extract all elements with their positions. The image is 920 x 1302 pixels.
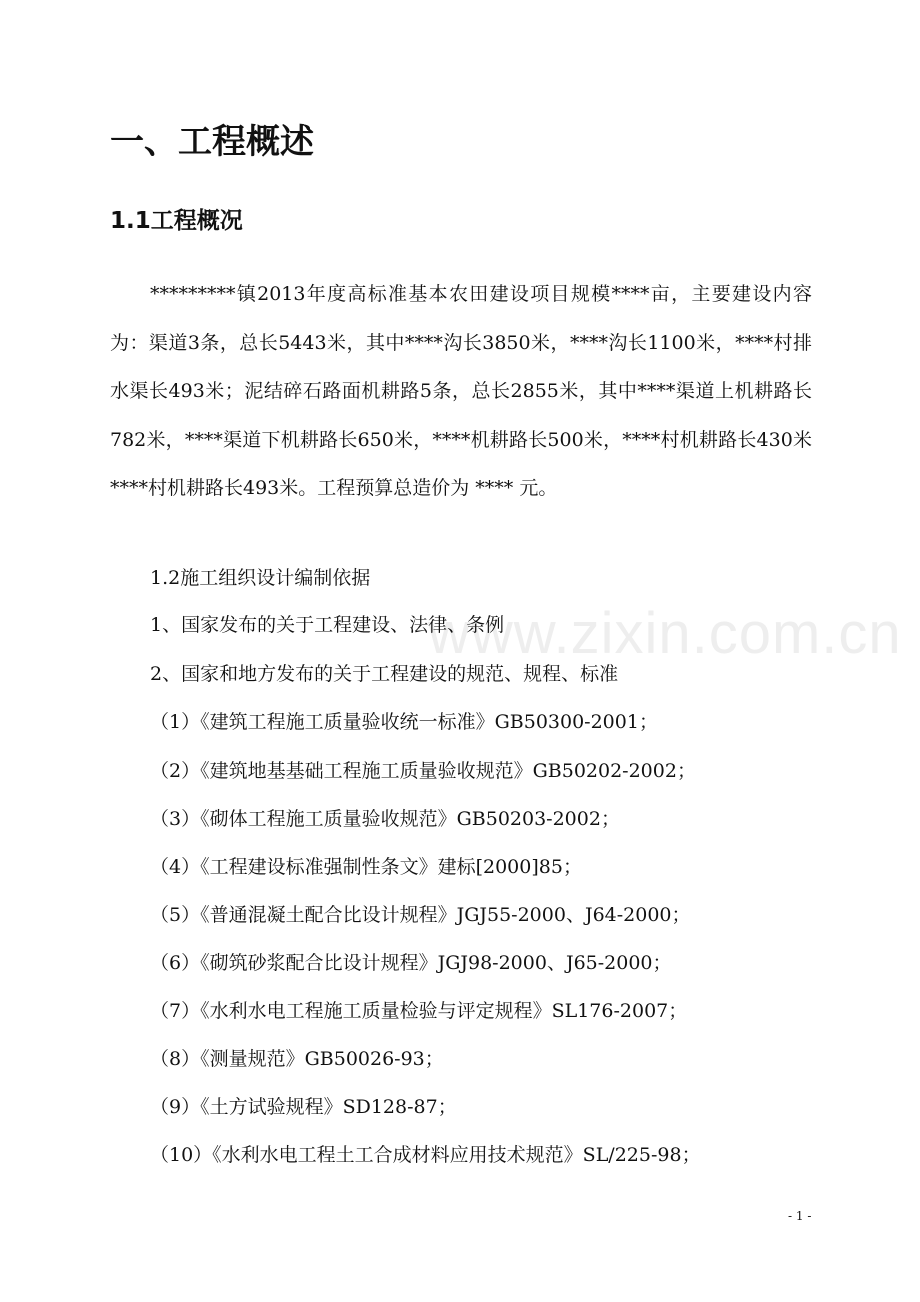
standard-item: （9）《土方试验规程》SD128-87；: [150, 1096, 457, 1118]
subsection-heading: 1.2施工组织设计编制依据: [150, 567, 371, 589]
page-number: - 1 -: [788, 1209, 812, 1223]
list-item: 1、国家发布的关于工程建设、法律、条例: [150, 614, 505, 636]
standard-item: （8）《测量规范》GB50026-93；: [150, 1048, 444, 1070]
watermark: www.zixin.com.cn: [428, 601, 902, 666]
standard-item: （3）《砌体工程施工质量验收规范》GB50203-2002；: [150, 808, 620, 830]
chapter-heading: 一、工程概述: [110, 122, 314, 162]
standard-item: （7）《水利水电工程施工质量检验与评定规程》SL176-2007；: [150, 1000, 688, 1022]
section-heading: 1.1工程概况: [110, 208, 243, 234]
project-overview-paragraph: *********镇2013年度高标准基本农田建设项目规模****亩，主要建设内容为：渠道3条，总长5443米，其中****沟长3850米，****沟长1100米，****村排水渠长493米；泥结碎石路面机耕路5条，总长2855米，其中****渠道上机耕路长782米，****渠道下机耕路长650米，****机耕路长500米，****村机耕路长430米****村机耕路长493米。工程预算总造价为 **** 元。: [110, 283, 812, 500]
standard-item: （5）《普通混凝土配合比设计规程》JGJ55-2000、J64-2000；: [150, 904, 691, 926]
standard-item: （10）《水利水电工程土工合成材料应用技术规范》SL/225-98；: [150, 1144, 701, 1166]
list-item: 2、国家和地方发布的关于工程建设的规范、规程、标准: [150, 663, 619, 685]
standard-item: （2）《建筑地基基础工程施工质量验收规范》GB50202-2002；: [150, 760, 696, 782]
standard-item: （4）《工程建设标准强制性条文》建标[2000]85；: [150, 856, 582, 878]
standard-item: （6）《砌筑砂浆配合比设计规程》JGJ98-2000、J65-2000；: [150, 952, 672, 974]
standard-item: （1）《建筑工程施工质量验收统一标准》GB50300-2001；: [150, 711, 658, 733]
